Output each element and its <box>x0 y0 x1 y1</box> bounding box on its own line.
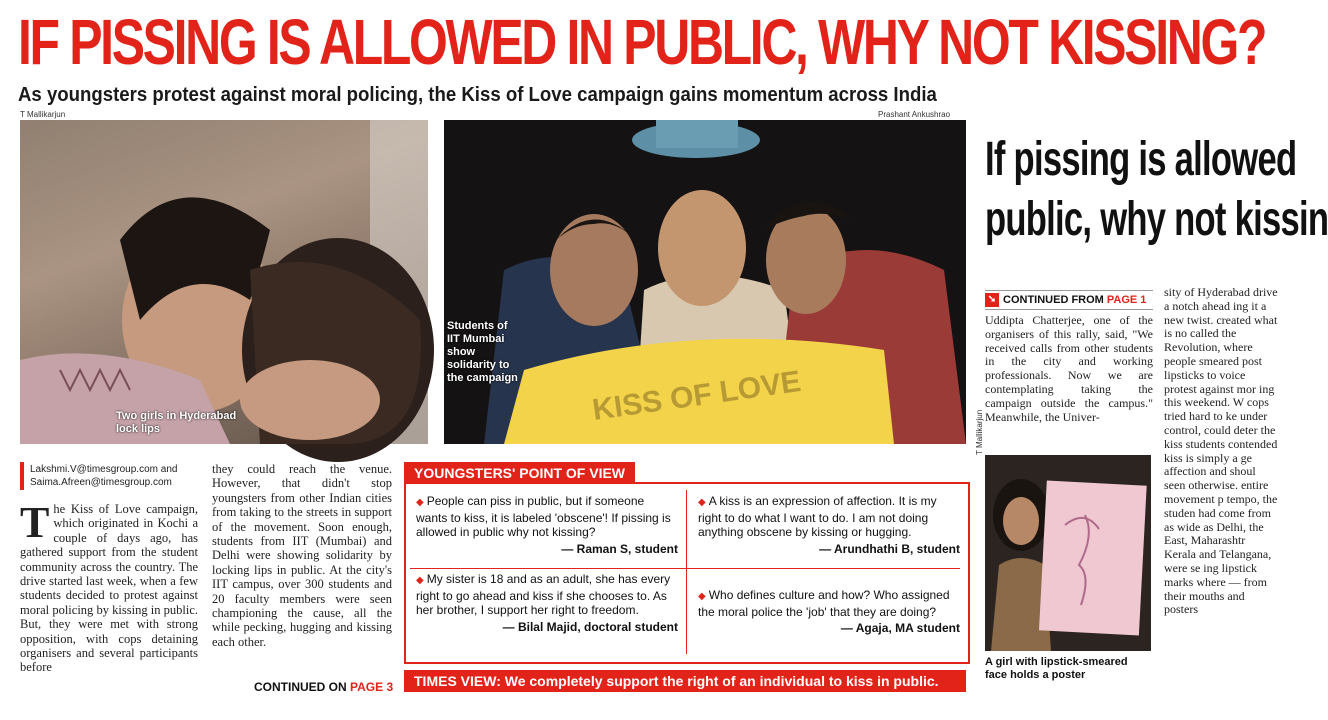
byline-2: Saima.Afreen@timesgroup.com <box>30 477 172 488</box>
continued-on <box>254 680 393 694</box>
continued-from-label: CONTINUED FROM <box>1003 294 1104 306</box>
subheadline: As youngsters protest against moral policing, the Kiss of Love campaign gains momentum across India <box>18 84 937 106</box>
bullet-diamond-icon: ◆ <box>698 591 706 602</box>
pov-divider-vertical <box>686 490 687 654</box>
continued-on-label: CONTINUED ON <box>254 680 347 694</box>
byline <box>30 463 210 489</box>
right-page-headline-line2: public, why not kissin <box>985 193 1328 246</box>
kiss-of-love-sign-text: KISS OF LOVE <box>590 365 803 427</box>
pov-quote-2 <box>698 494 960 556</box>
dropcap: T <box>20 498 50 547</box>
photo-credit-right: Prashant Ankushrao <box>878 110 951 119</box>
photo-two-girls-illustration <box>20 120 428 444</box>
pov-quote-4-text: Who defines culture and how? Who assigned the moral police the 'job' that they are doing? <box>698 588 950 619</box>
right-photo-caption: A girl with lipstick-smeared face holds a poster <box>985 656 1128 681</box>
photo-iit-students <box>444 120 966 444</box>
bullet-diamond-icon: ◆ <box>416 497 424 508</box>
photo-girl-poster <box>985 455 1151 651</box>
photo-credit-small: T Mallikarjun <box>975 409 984 455</box>
byline-1: Lakshmi.V@timesgroup.com and <box>30 464 178 475</box>
pov-quote-1-text: People can piss in public, but if someone wants to kiss, it is labeled 'obscene'! If pissing is allowed in public why not kissing? <box>416 494 671 539</box>
photo2-caption: Students of IIT Mumbai show solidarity to the campaign <box>447 320 518 384</box>
article-column-1-text: he Kiss of Love campaign, which originated in Kochi a couple of days ago, has gathered support from the student community across the country. The drive started last week, when a few students decided to protest against moral policing by kissing in public. But, they were met with strong opposition, with cops detaining organisers and several participants before <box>20 502 198 675</box>
right-page-column-1: Uddipta Chatterjee, one of the organisers of this rally, said, "We received calls from other students in the city and working professionals. Now we are contemplating taking the campaign outside the campus." Meanwhile, the Univer- <box>985 313 1153 424</box>
arrow-icon: ➘ <box>985 293 999 307</box>
pov-quote-2-author: — Arundhathi B, student <box>819 541 960 556</box>
photo-girl-poster-illustration <box>985 455 1151 651</box>
pov-quote-4-author: — Agaja, MA student <box>840 621 960 635</box>
pov-quote-3 <box>416 572 678 634</box>
right-page-headline <box>985 130 1328 250</box>
continued-on-page: PAGE 3 <box>350 680 394 694</box>
pov-quote-1-author: — Raman S, student <box>561 541 678 556</box>
bullet-diamond-icon: ◆ <box>416 575 424 586</box>
photo-credit-left: T Mallikarjun <box>20 110 66 119</box>
pov-quote-4 <box>698 588 960 636</box>
pov-quote-1 <box>416 494 678 556</box>
continued-from <box>985 290 1153 310</box>
pov-title: YOUNGSTERS' POINT OF VIEW <box>404 462 635 484</box>
times-view-banner: TIMES VIEW: We completely support the right of an individual to kiss in public. <box>404 670 966 692</box>
headline: IF PISSING IS ALLOWED IN PUBLIC, WHY NOT KISSING? <box>18 6 1266 78</box>
photo1-caption: Two girls in Hyderabad lock lips <box>116 410 237 435</box>
byline-bar <box>20 462 24 490</box>
continued-from-page: PAGE 1 <box>1106 294 1147 306</box>
photo-two-girls <box>20 120 428 444</box>
pov-quote-3-text: My sister is 18 and as an adult, she has every right to go ahead and kiss if she chooses to. As her brother, I support her right to freedom. <box>416 572 671 617</box>
pov-quote-2-text: A kiss is an expression of affection. It is my right to do what I want to do. I am not doing anything obscene by kissing or hugging. <box>698 494 937 539</box>
photo-iit-students-illustration <box>444 120 966 444</box>
pov-quote-3-author: — Bilal Majid, doctoral student <box>502 619 678 634</box>
pov-divider-horizontal <box>410 568 960 569</box>
article-column-1 <box>20 498 198 675</box>
right-page-column-2: sity of Hyderabad drive a notch ahead ing it a new twist. created what is no called the Revolution, where people smeared post lipsticks to voice protest against mor ing this weekend. W cops tried hard to ke under control, could deter the kiss students contended kiss is simply a ge affection and shoul seen otherwise. entire movement p tempo, the studen had come from as wide as Delhi, the East, Maharashtr Kerala and Telangana, were se ing lipstick marks where — from their mouths and posters <box>1164 285 1278 617</box>
bullet-diamond-icon: ◆ <box>698 497 706 508</box>
article-column-2: they could reach the venue. However, that didn't stop youngsters from other Indian cities from taking to the streets in support of the movement. Soon enough, students from IIT (Mumbai) and Delhi were showing solidarity by locking lips in public. At the city's IIT campus, over 300 students and 20 faculty members were seen championing the cause, all the while pecking, hugging and kissing each other. <box>212 462 392 649</box>
right-page-headline-line1: If pissing is allowed <box>985 133 1297 186</box>
